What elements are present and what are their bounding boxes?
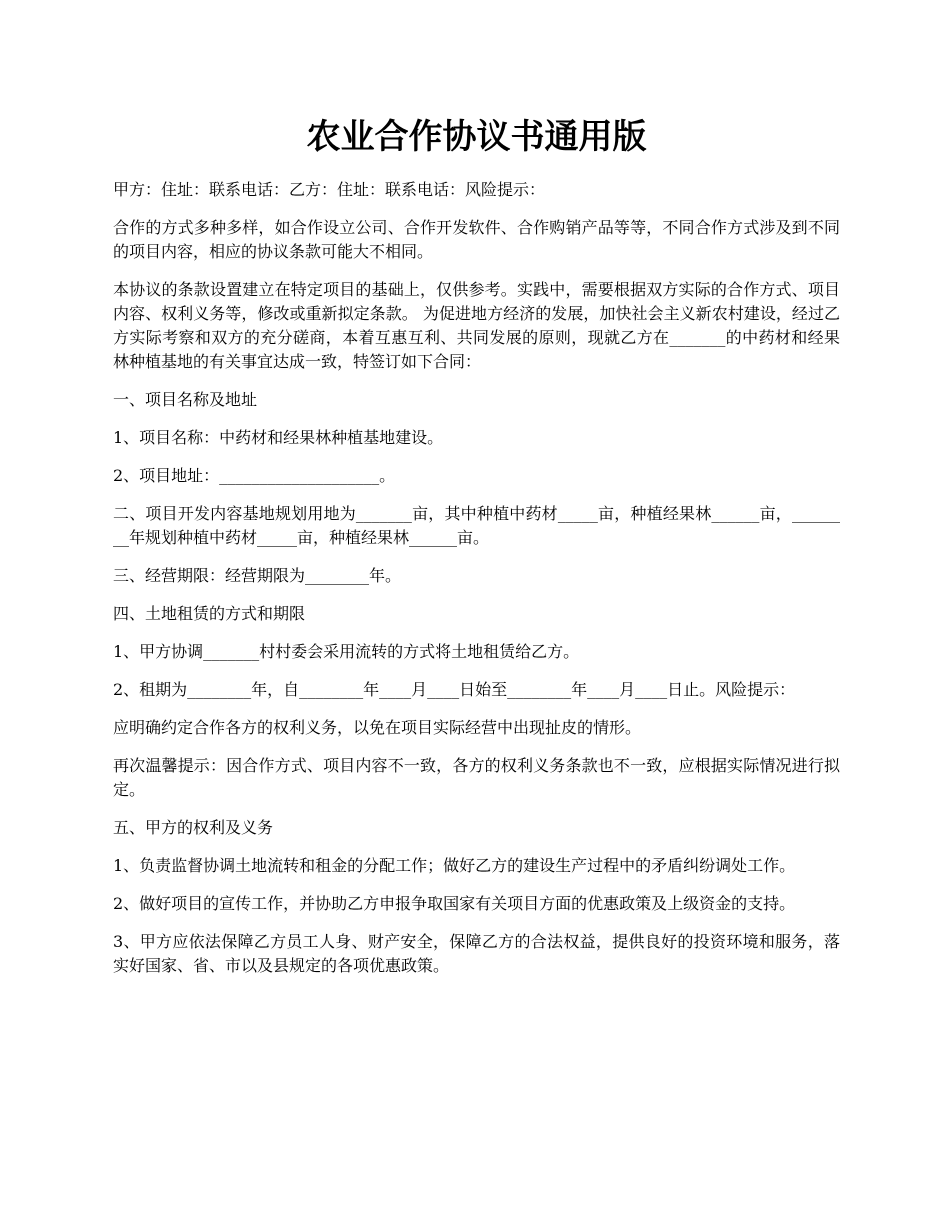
document-body (113, 178, 840, 992)
party-info-line: 甲方：住址：联系电话：乙方：住址：联系电话：风险提示： (113, 180, 546, 199)
project-address-clause: 2、项目地址：____________________。 (113, 466, 396, 485)
preamble-paragraph: 本协议的条款设置建立在特定项目的基础上，仅供参考。实践中，需要根据双方实际的合作方式、项目内容、权利义务等，修改或重新拟定条款。 为促进地方经济的发展，加快社会主义新农村建设，经过乙方实际考察和双方的充分磋商，本着互惠互利、共同发展的原则，现就乙方在_______的中药材和经果林种植基地的有关事宜达成一致，特签订如下合同： (113, 280, 840, 371)
reminder-note: 再次温馨提示：因合作方式、项目内容不一致，各方的权利义务条款也不一致，应根据实际情况进行拟定。 (113, 756, 840, 799)
section-heading-party-a: 五、甲方的权利及义务 (113, 818, 274, 837)
lease-term-clause: 2、租期为________年，自________年____月____日始至________年____月____日止。风险提示： (113, 680, 796, 699)
party-a-duty-3: 3、甲方应依法保障乙方员工人身、财产安全，保障乙方的合法权益，提供良好的投资环境和服务，落实好国家、省、市以及县规定的各项优惠政策。 (113, 932, 840, 975)
party-a-duty-2: 2、做好项目的宣传工作，并协助乙方申报争取国家有关项目方面的优惠政策及上级资金的支持。 (113, 894, 796, 913)
project-name-clause: 1、项目名称：中药材和经果林种植基地建设。 (113, 428, 444, 447)
section-heading-project: 一、项目名称及地址 (113, 390, 258, 409)
party-a-duty-1: 1、负责监督协调土地流转和租金的分配工作；做好乙方的建设生产过程中的矛盾纠纷调处工作。 (113, 856, 796, 875)
operating-term-clause: 三、经营期限：经营期限为________年。 (113, 566, 402, 585)
risk-note-paragraph: 合作的方式多种多样，如合作设立公司、合作开发软件、合作购销产品等等，不同合作方式涉及到不同的项目内容，相应的协议条款可能大不相同。 (113, 218, 840, 261)
rights-duties-note: 应明确约定合作各方的权利义务，以免在项目实际经营中出现扯皮的情形。 (113, 718, 642, 737)
section-heading-lease: 四、土地租赁的方式和期限 (113, 604, 306, 623)
development-content-clause: 二、项目开发内容基地规划用地为_______亩，其中种植中药材_____亩，种植经果林______亩，________年规划种植中药材_____亩，种植经果林______亩。 (113, 504, 840, 547)
lease-method-clause: 1、甲方协调_______村村委会采用流转的方式将土地租赁给乙方。 (113, 642, 580, 661)
document-title: 农业合作协议书通用版 (306, 117, 647, 157)
